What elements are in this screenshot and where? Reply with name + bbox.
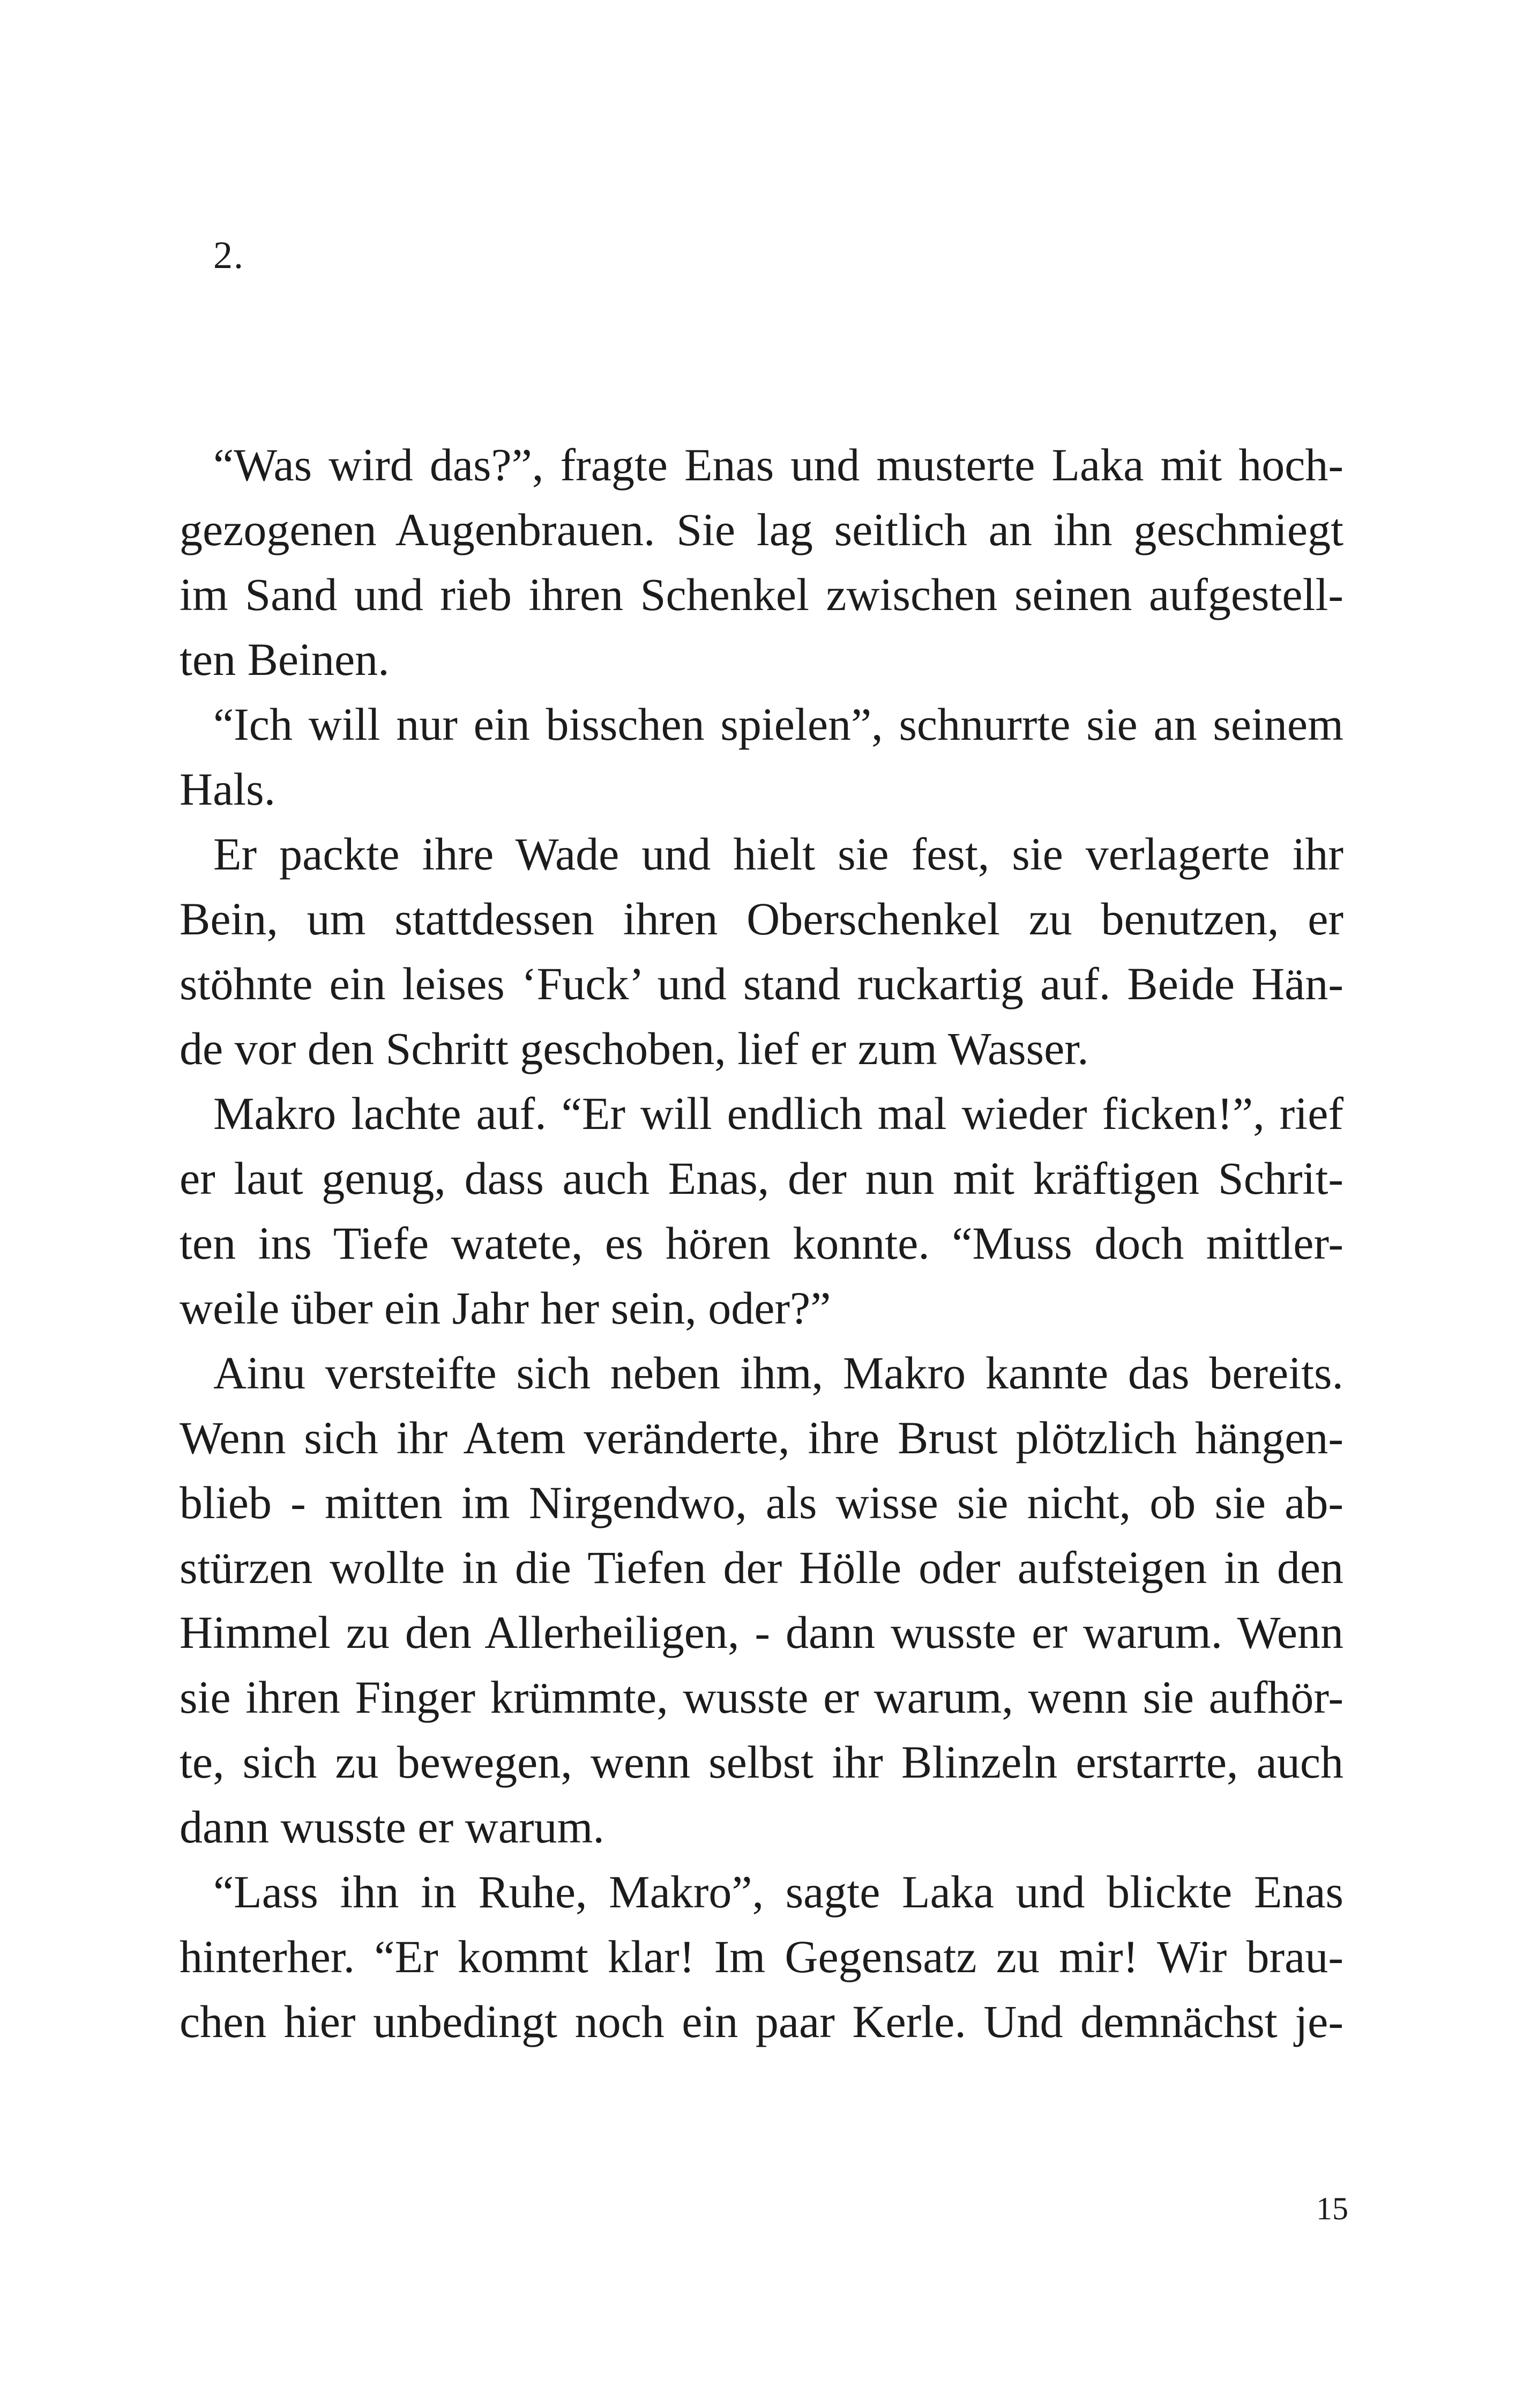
- text-line: Ainu versteifte sich neben ihm, Makro kannte das bereits.: [213, 1347, 1343, 1399]
- text-line: ten ins Tiefe watete, es hören konnte. “Muss doch mittler-: [180, 1217, 1343, 1269]
- text-line: stöhnte ein leises ‘Fuck’ und stand ruckartig auf. Beide Hän-: [180, 958, 1343, 1009]
- text-line: Wenn sich ihr Atem veränderte, ihre Brust plötzlich hängen-: [180, 1412, 1343, 1463]
- text-line: Bein, um stattdessen ihren Oberschenkel zu benutzen, er: [180, 893, 1343, 945]
- text-line: ten Beinen.: [180, 634, 390, 685]
- text-line: Himmel zu den Allerheiligen, - dann wusste er warum. Wenn: [180, 1607, 1343, 1658]
- text-line: Hals.: [180, 763, 276, 815]
- page-number: 15: [1316, 2191, 1348, 2226]
- text-line: Er packte ihre Wade und hielt sie fest, sie verlagerte ihr: [213, 828, 1343, 880]
- text-line: “Was wird das?”, fragte Enas und musterte Laka mit hoch-: [213, 439, 1343, 490]
- text-line: weile über ein Jahr her sein, oder?”: [180, 1282, 831, 1334]
- text-line: “Ich will nur ein bisschen spielen”, schnurrte sie an seinem: [213, 698, 1343, 750]
- text-line: blieb - mitten im Nirgendwo, als wisse sie nicht, ob sie ab-: [180, 1477, 1343, 1528]
- text-line: gezogenen Augenbrauen. Sie lag seitlich an ihn geschmiegt: [180, 504, 1343, 555]
- text-line: Makro lachte auf. “Er will endlich mal wieder ficken!”, rief: [213, 1088, 1343, 1139]
- text-line: stürzen wollte in die Tiefen der Hölle oder aufsteigen in den: [180, 1542, 1343, 1593]
- text-line: sie ihren Finger krümmte, wusste er warum, wenn sie aufhör-: [180, 1671, 1343, 1723]
- text-line: hinterher. “Er kommt klar! Im Gegensatz zu mir! Wir brau-: [180, 1931, 1343, 1982]
- text-line: er laut genug, dass auch Enas, der nun mit kräftigen Schrit-: [180, 1153, 1343, 1204]
- text-line: “Lass ihn in Ruhe, Makro”, sagte Laka und blickte Enas: [213, 1866, 1343, 1918]
- chapter-number: 2.: [213, 234, 244, 277]
- text-line: dann wusste er warum.: [180, 1801, 604, 1853]
- text-line: de vor den Schritt geschoben, lief er zum Wasser.: [180, 1023, 1089, 1074]
- text-line: te, sich zu bewegen, wenn selbst ihr Blinzeln erstarrte, auch: [180, 1736, 1343, 1788]
- text-line: chen hier unbedingt noch ein paar Kerle. Und demnächst je-: [180, 1996, 1343, 2047]
- text-line: im Sand und rieb ihren Schenkel zwischen seinen aufgestell-: [180, 569, 1343, 620]
